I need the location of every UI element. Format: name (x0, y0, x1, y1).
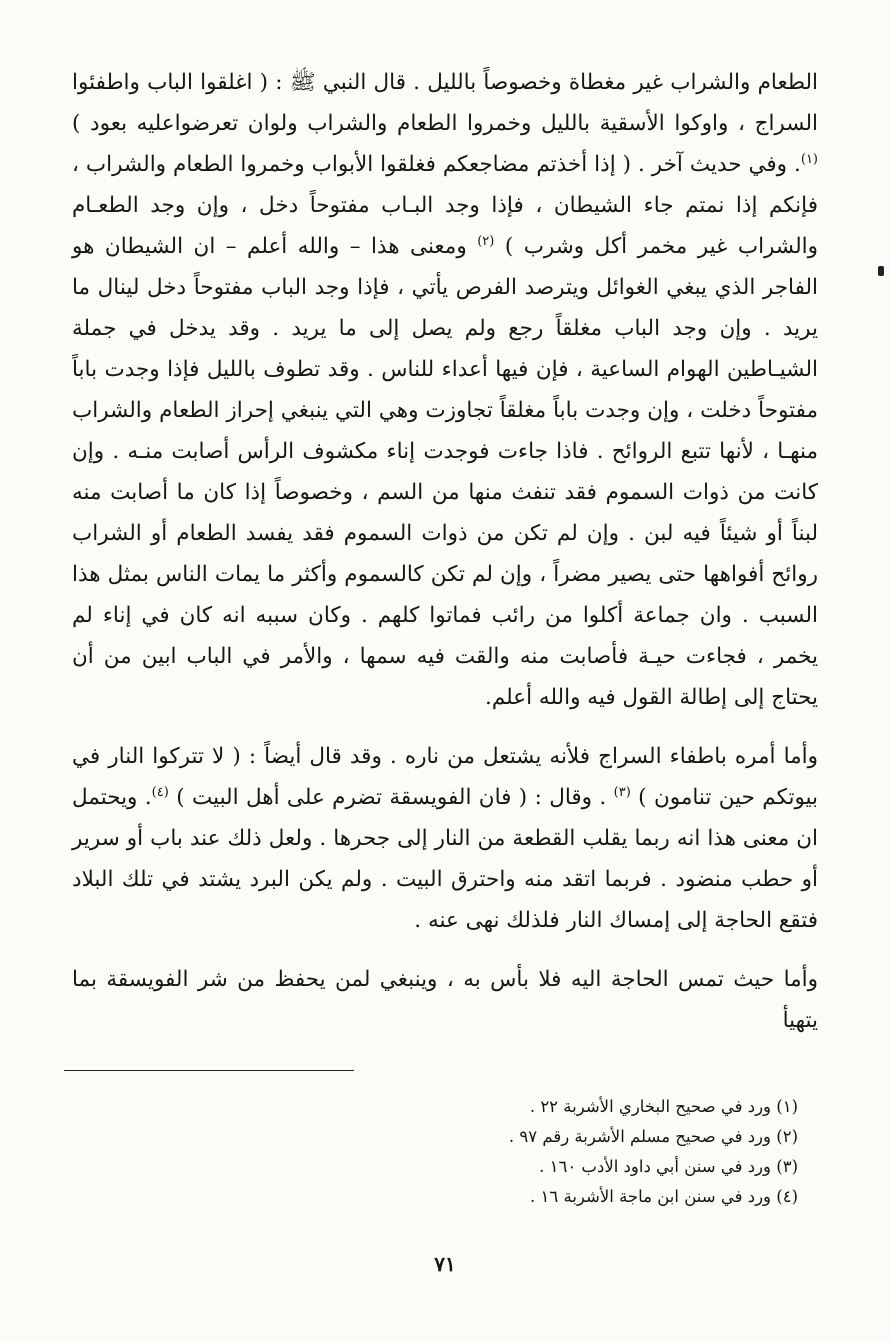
footnote-ref-3: (٣) (613, 784, 631, 800)
footnote-ref-1: (١) (800, 151, 818, 167)
paragraph-lamp (72, 736, 818, 941)
paragraph-text: وفي حديث آخر . ( إذا أخذتم مضاجعكم فغلقوا الأبواب وخمروا الطعام والشراب ، فإنكم إذا نمتم جاء الشيطان ، فإذا وجد البـاب مفتوحاً دخل ، وإن وجد الطعـام والشراب غير مخمر أكل وشرب ) (72, 152, 819, 259)
paragraph-text: وأما حيث تمس الحاجة اليه فلا بأس به ، وينبغي لمن يحفظ من شر الفويسقة بما يتهيأ (72, 967, 818, 1033)
paragraph-closing (72, 959, 818, 1041)
footnote-divider (64, 1070, 354, 1071)
page-body (72, 62, 818, 1041)
paragraph-text: . ويحتمل ان معنى هذا انه ربما يقلب القطعة من النار إلى جحرها . ولعل ذلك عند باب أو سرير أو حطب منضود . فربما اتقد منه واحترق البيت . ولم يكن البرد يشتد في تلك البلاد فتقع الحاجة إلى إمساك النار فلذلك نهى عنه . (72, 785, 818, 933)
footnote-1: (١) ورد في صحيح البخاري الأشربة ٢٢ . (529, 1097, 798, 1116)
paragraph-hadith-1: الطعام والشراب غير مغطاة وخصوصاً بالليل . قال النبي ﷺ : ( اغلقوا الباب واطفئوا السراج ، واوكوا الأسقية بالليل وخمروا الطعام والشراب ولوان تعرضواعليه بعود ) $^{(١)}$. وفي حديث آخر . ( إذا أخذتم مضاجعكم فغلقوا الأبواب وخمروا الطعام والشراب ، فإنكم إذا نمتم جاء الشيطان ، فإذا وجد البـاب مفتوحاً دخل ، وإن وجد الطعـام والشراب غير مخمر أكل وشرب ) $^{(٢)}$ ومعنى هذا – والله أعلم – ان الشيطان هو الفاجر الذي يبغي الغوائل ويترصد الفرص يأتي ، فإذا وجد الباب مفتوحاً دخل لينال ما يريد . وإن وجد الباب مغلقاً رجع ولم يصل إلى ما يريد . وقد يدخل في جملة الشيـاطين الهوام الساعية ، فإن فيها أعداء للناس . وقد تطوف بالليل فإذا وجدت باباً مفتوحاً دخلت ، وإن وجدت باباً مغلقاً تجاوزت وهي التي ينبغي إحراز الطعام والشراب منهـا ، لأنها تتبع الروائح . فاذا جاءت فوجدت إناء مكشوف الرأس أصابت منـه . وإن كانت من ذوات السموم فقد تنفث منها من السم ، وخصوصاً إذا كان ما أصابت منه لبناً أو شيئاً فيه لبن . وإن لم تكن من ذوات السموم فقد يفسد الطعام أو الشراب روائح أفواهها حتى يصير مضراً ، وإن لم تكن كالسموم وأكثر ما يمات الناس بمثل هذا السبب . وان جماعة أكلوا من رائب فماتوا كلهم . وكان سببه انه كان في إناء لم يخمر ، فجاءت حيـة فأصابت منه والقت فيه سمها ، والأمر في الباب ابين من أن يحتاج إلى إطالة القول فيه والله أعلم. (72, 70, 819, 710)
footnotes (378, 1092, 798, 1212)
page-number: ٧١ (434, 1252, 456, 1276)
paragraph-text: . وقال : ( فان الفويسقة تضرم على أهل البيت ) (176, 785, 607, 810)
paragraph-text: ومعنى هذا – والله أعلم – ان الشيطان هو الفاجر الذي يبغي الغوائل ويترصد الفرص يأتي ، فإذا وجد الباب مفتوحاً دخل لينال ما يريد . وإن وجد الباب مغلقاً رجع ولم يصل إلى ما يريد . وقد يدخل في جملة الشيـاطين الهوام الساعية ، فإن فيها أعداء للناس . وقد تطوف بالليل فإذا وجدت باباً مفتوحاً دخلت ، وإن وجدت باباً مغلقاً تجاوزت وهي التي ينبغي إحراز الطعام والشراب منهـا ، لأنها تتبع الروائح . فاذا جاءت فوجدت إناء مكشوف الرأس أصابت منـه . وإن كانت من ذوات السموم فقد تنفث منها من السم ، وخصوصاً إذا كان ما أصابت منه لبناً أو شيئاً فيه لبن . وإن لم تكن من ذوات السموم فقد يفسد الطعام أو الشراب روائح أفواهها حتى يصير مضراً ، وإن لم تكن كالسموم وأكثر ما يمات الناس بمثل هذا السبب . وان جماعة أكلوا من رائب فماتوا كلهم . وكان سببه انه كان في إناء لم يخمر ، فجاءت حيـة فأصابت منه والقت فيه سمها ، والأمر في الباب ابين من أن يحتاج إلى إطالة القول فيه والله أعلم. (72, 234, 818, 710)
footnote-ref-2: (٢) (477, 233, 495, 249)
footnote-4: (٤) ورد في سنن ابن ماجة الأشربة ١٦ . (530, 1187, 798, 1206)
footnote-3: (٣) ورد في سنن أبي داود الأدب ١٦٠ . (539, 1157, 798, 1176)
paragraph-text: الطعام والشراب غير مغطاة وخصوصاً بالليل . قال النبي ﷺ : ( اغلقوا الباب واطفئوا السراج ، واوكوا الأسقية بالليل وخمروا الطعام والشراب ولوان تعرضواعليه بعود ) (72, 70, 818, 136)
footnote-2: (٢) ورد في صحيح مسلم الأشربة رقم ٩٧ . (508, 1127, 798, 1146)
margin-mark (878, 266, 884, 276)
paragraph-text: وأما أمره باطفاء السراج فلأنه يشتعل من ناره . وقد قال أيضاً : ( لا تتركوا النار في بيوتكم حين تنامون ) (72, 744, 819, 810)
footnote-ref-4: (٤) (151, 784, 169, 800)
